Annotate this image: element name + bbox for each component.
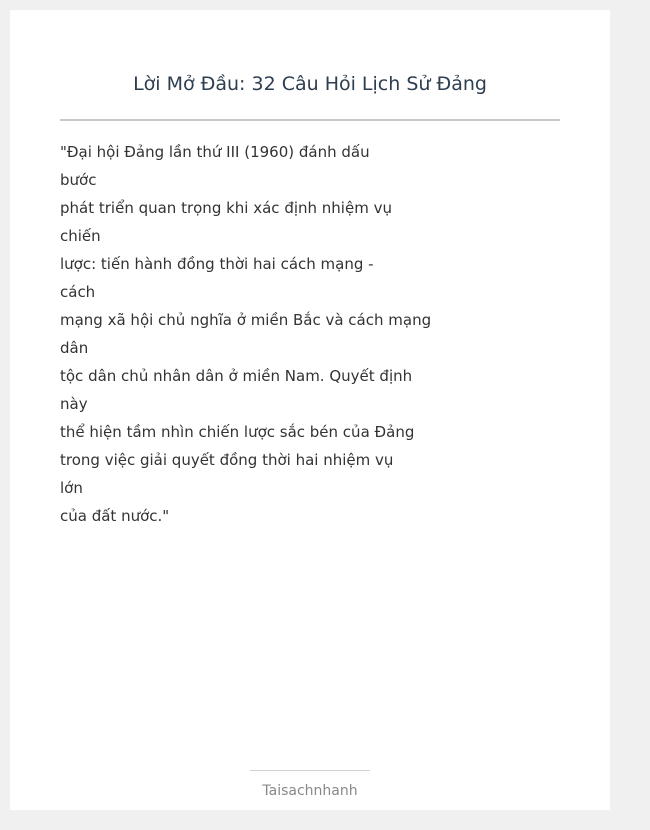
body-line: mạng xã hội chủ nghĩa ở miền Bắc và cách mạng — [60, 311, 432, 329]
document-page — [10, 10, 610, 810]
body-line: dân — [60, 339, 89, 357]
footer-brand: Taisachnhanh — [262, 783, 358, 799]
body-line: của đất nước." — [60, 507, 170, 525]
body-line: chiến — [60, 227, 101, 245]
body-line: trong việc giải quyết đồng thời hai nhiệm vụ — [60, 451, 394, 469]
footer-divider — [250, 770, 370, 771]
body-line: thể hiện tầm nhìn chiến lược sắc bén của Đảng — [60, 423, 415, 441]
body-line: bước — [60, 171, 97, 189]
title-divider — [60, 119, 560, 121]
body-paragraph — [60, 138, 440, 530]
body-line: lược: tiến hành đồng thời hai cách mạng - — [60, 255, 374, 273]
page-title: Lời Mở Đầu: 32 Câu Hỏi Lịch Sử Đảng — [133, 73, 487, 95]
body-line: tộc dân chủ nhân dân ở miền Nam. Quyết định — [60, 367, 413, 385]
body-line: "Đại hội Đảng lần thứ III (1960) đánh dấu — [60, 143, 370, 161]
body-line: cách — [60, 283, 96, 301]
body-line: lớn — [60, 479, 83, 497]
body-line: phát triển quan trọng khi xác định nhiệm vụ — [60, 199, 392, 217]
body-line: này — [60, 395, 88, 413]
